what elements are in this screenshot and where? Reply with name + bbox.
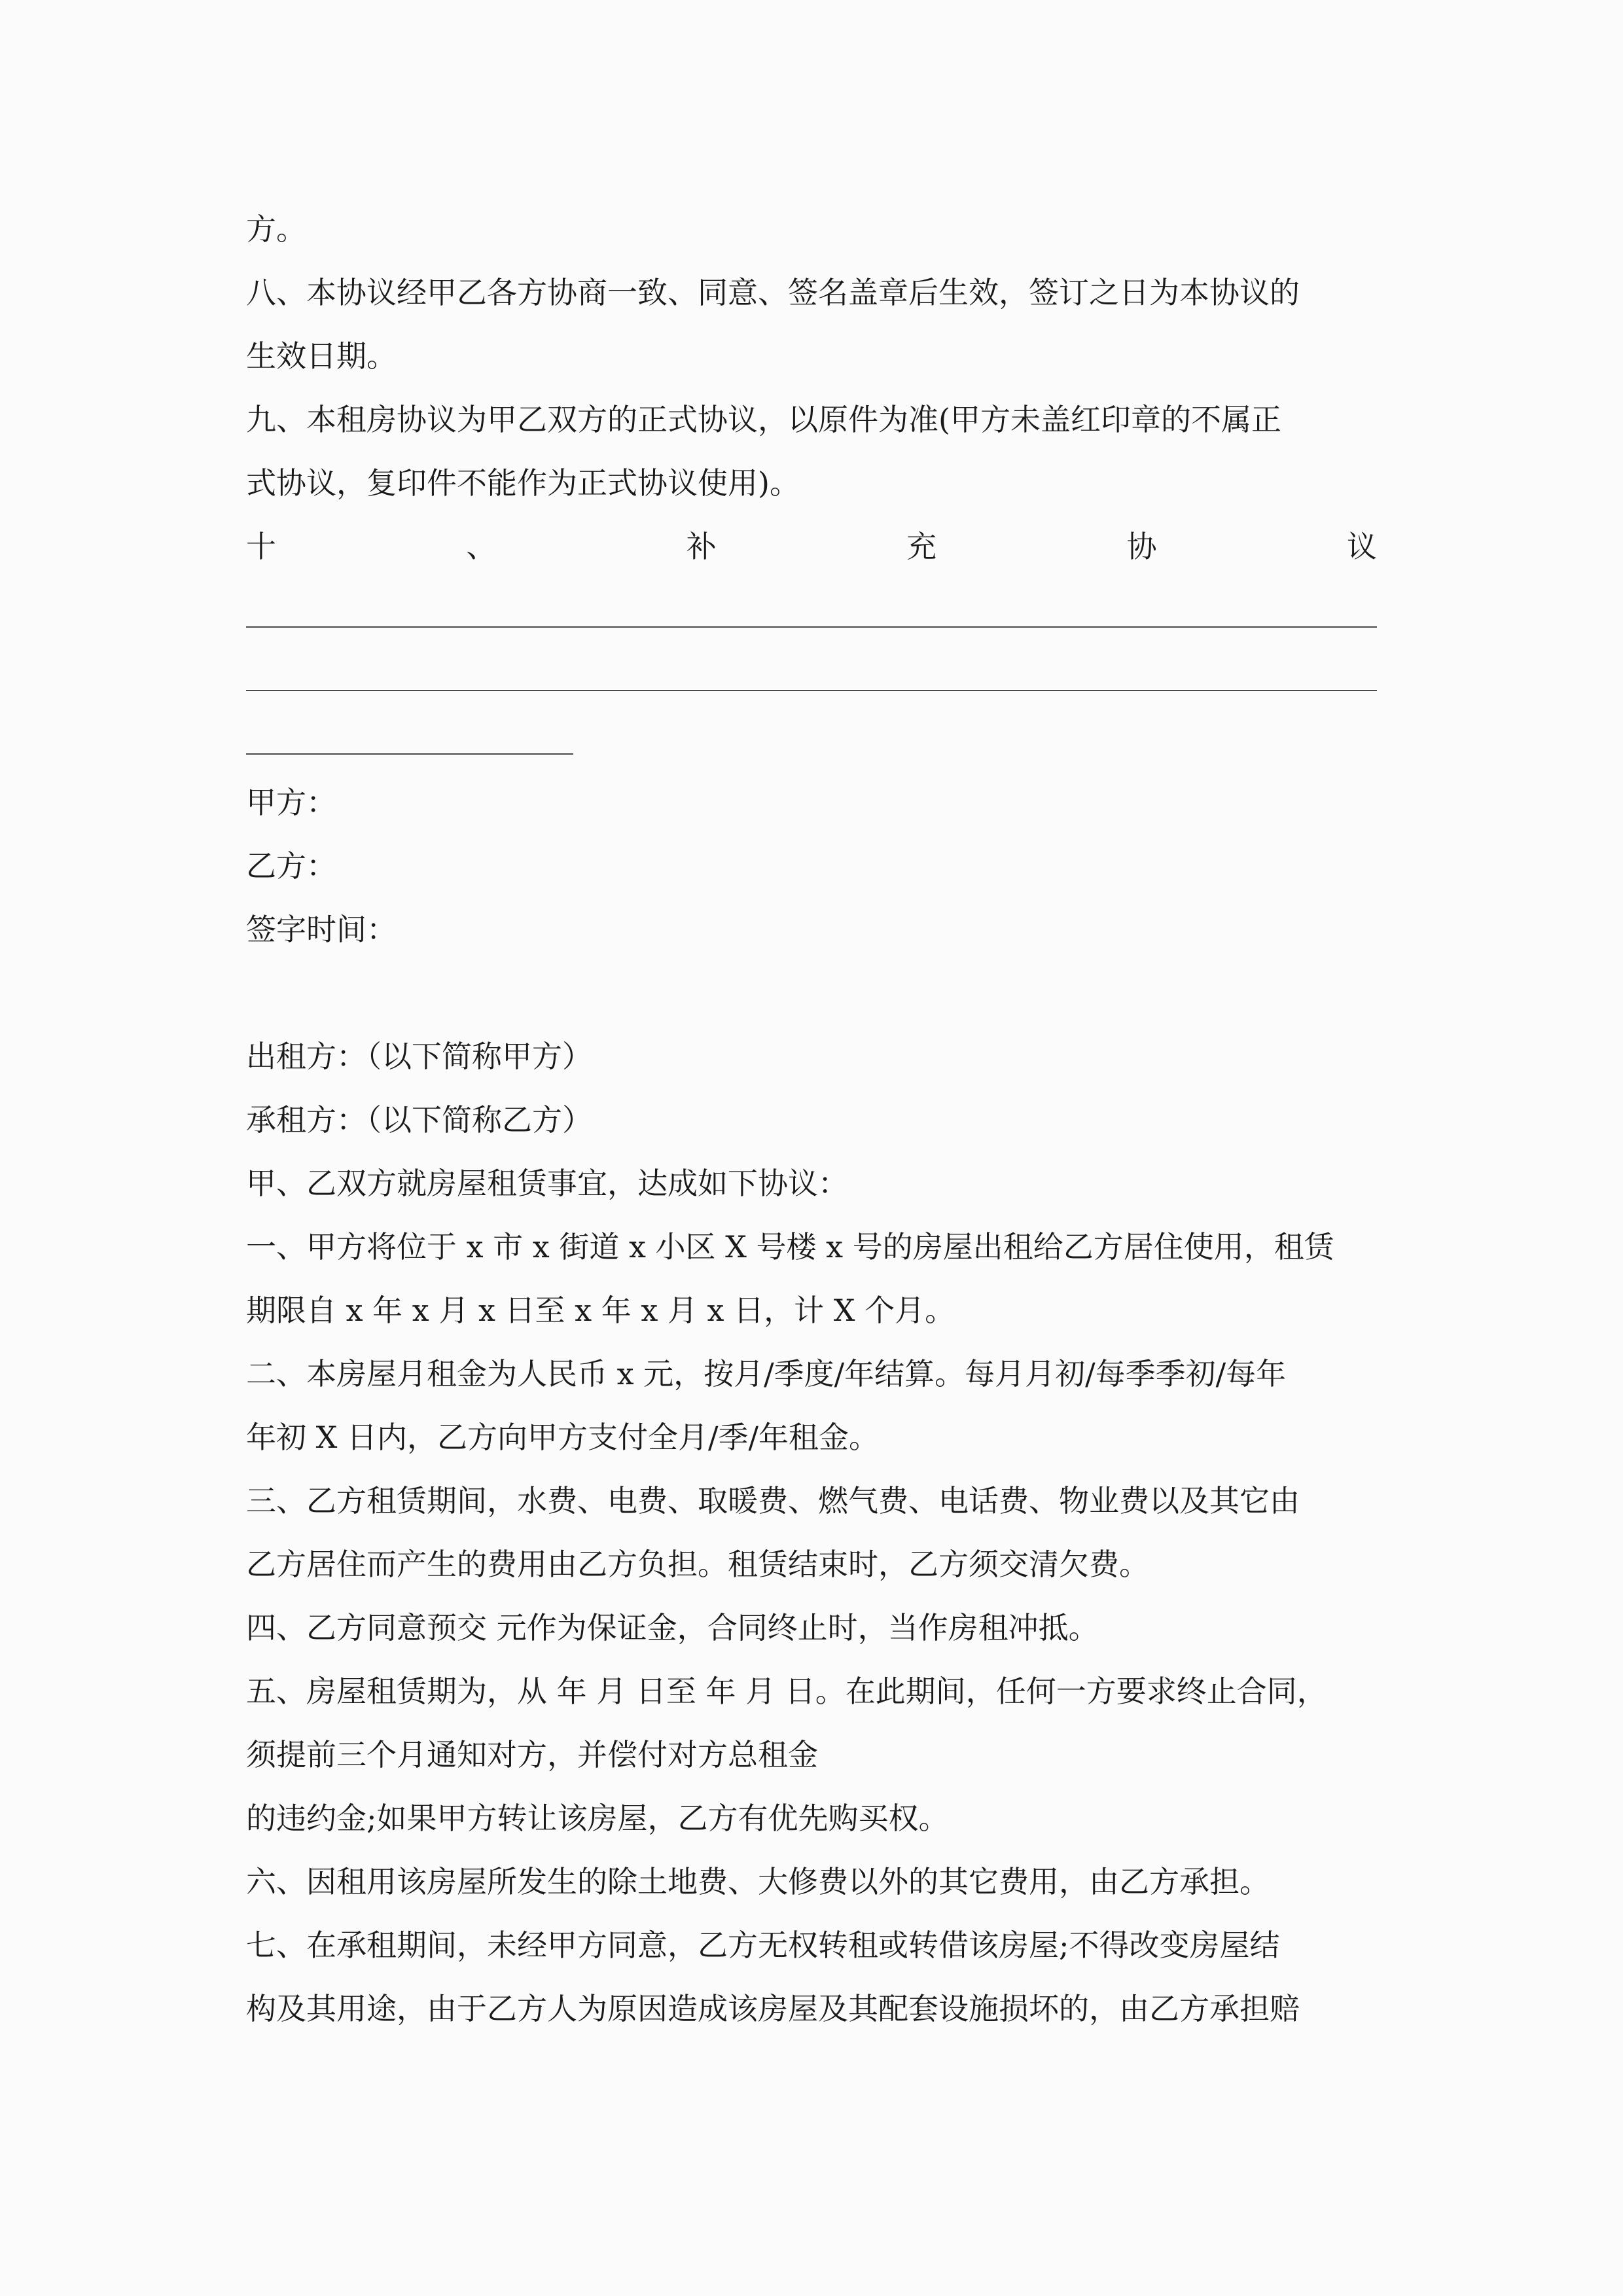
blank-fill-line bbox=[246, 753, 573, 755]
clause-10-char: 、 bbox=[466, 529, 497, 564]
clause-8-line-1: 八、本协议经甲乙各方协商一致、同意、签名盖章后生效，签订之日为本协议的 bbox=[246, 275, 1300, 310]
clause-6-line-1: 六、因租用该房屋所发生的除土地费、大修费以外的其它费用，由乙方承担。 bbox=[246, 1864, 1270, 1899]
lessor-line: 出租方：（以下简称甲方） bbox=[246, 1039, 592, 1074]
clause-7-line-2: 构及其用途，由于乙方人为原因造成该房屋及其配套设施损坏的，由乙方承担赔 bbox=[246, 1991, 1300, 2026]
clause-2-line-2: 年初 X 日内，乙方向甲方支付全月/季/年租金。 bbox=[246, 1420, 879, 1455]
sign-time-label: 签字时间： bbox=[246, 912, 397, 947]
party-b-signature-label: 乙方： bbox=[246, 848, 336, 884]
clause-3-line-1: 三、乙方租赁期间，水费、电费、取暖费、燃气费、电话费、物业费以及其它由 bbox=[246, 1483, 1300, 1518]
clause-4-line-1: 四、乙方同意预交 元作为保证金，合同终止时，当作房租冲抵。 bbox=[246, 1610, 1099, 1645]
clause-5-line-3: 的违约金;如果甲方转让该房屋，乙方有优先购买权。 bbox=[246, 1801, 949, 1836]
clause-2-line-1: 二、本房屋月租金为人民币 x 元，按月/季度/年结算。每月月初/每季季初/每年 bbox=[246, 1356, 1287, 1391]
preamble-line: 甲、乙双方就房屋租赁事宜，达成如下协议： bbox=[246, 1166, 848, 1201]
clause-10-char: 补 bbox=[686, 529, 717, 564]
clause-1-line-1: 一、甲方将位于 x 市 x 街道 x 小区 X 号楼 x 号的房屋出租给乙方居住使用，租赁 bbox=[246, 1229, 1334, 1265]
clause-5-line-1: 五、房屋租赁期为，从 年 月 日至 年 月 日。在此期间，任何一方要求终止合同， bbox=[246, 1674, 1327, 1709]
clause-9-line-1: 九、本租房协议为甲乙双方的正式协议，以原件为准(甲方未盖红印章的不属正 bbox=[246, 402, 1281, 437]
blank-fill-line bbox=[246, 626, 1377, 628]
lessee-line: 承租方：（以下简称乙方） bbox=[246, 1102, 592, 1138]
clause-10-char: 协 bbox=[1126, 529, 1157, 564]
blank-fill-line bbox=[246, 690, 1377, 691]
clause-7-line-1: 七、在承租期间，未经甲方同意，乙方无权转租或转借该房屋;不得改变房屋结 bbox=[246, 1928, 1280, 1963]
party-a-signature-label: 甲方： bbox=[246, 785, 336, 820]
clause-10-heading bbox=[246, 527, 1377, 566]
clause-10-char: 议 bbox=[1346, 529, 1377, 564]
paragraph-line: 方。 bbox=[246, 211, 306, 247]
clause-3-line-2: 乙方居住而产生的费用由乙方负担。租赁结束时，乙方须交清欠费。 bbox=[246, 1547, 1149, 1582]
clause-5-line-2: 须提前三个月通知对方，并偿付对方总租金 bbox=[246, 1737, 818, 1772]
clause-1-line-2: 期限自 x 年 x 月 x 日至 x 年 x 月 x 日，计 X 个月。 bbox=[246, 1293, 955, 1328]
clause-8-line-2: 生效日期。 bbox=[246, 338, 397, 374]
clause-10-char: 十 bbox=[246, 529, 276, 564]
clause-9-line-2: 式协议，复印件不能作为正式协议使用)。 bbox=[246, 465, 800, 501]
clause-10-char: 充 bbox=[906, 529, 937, 564]
